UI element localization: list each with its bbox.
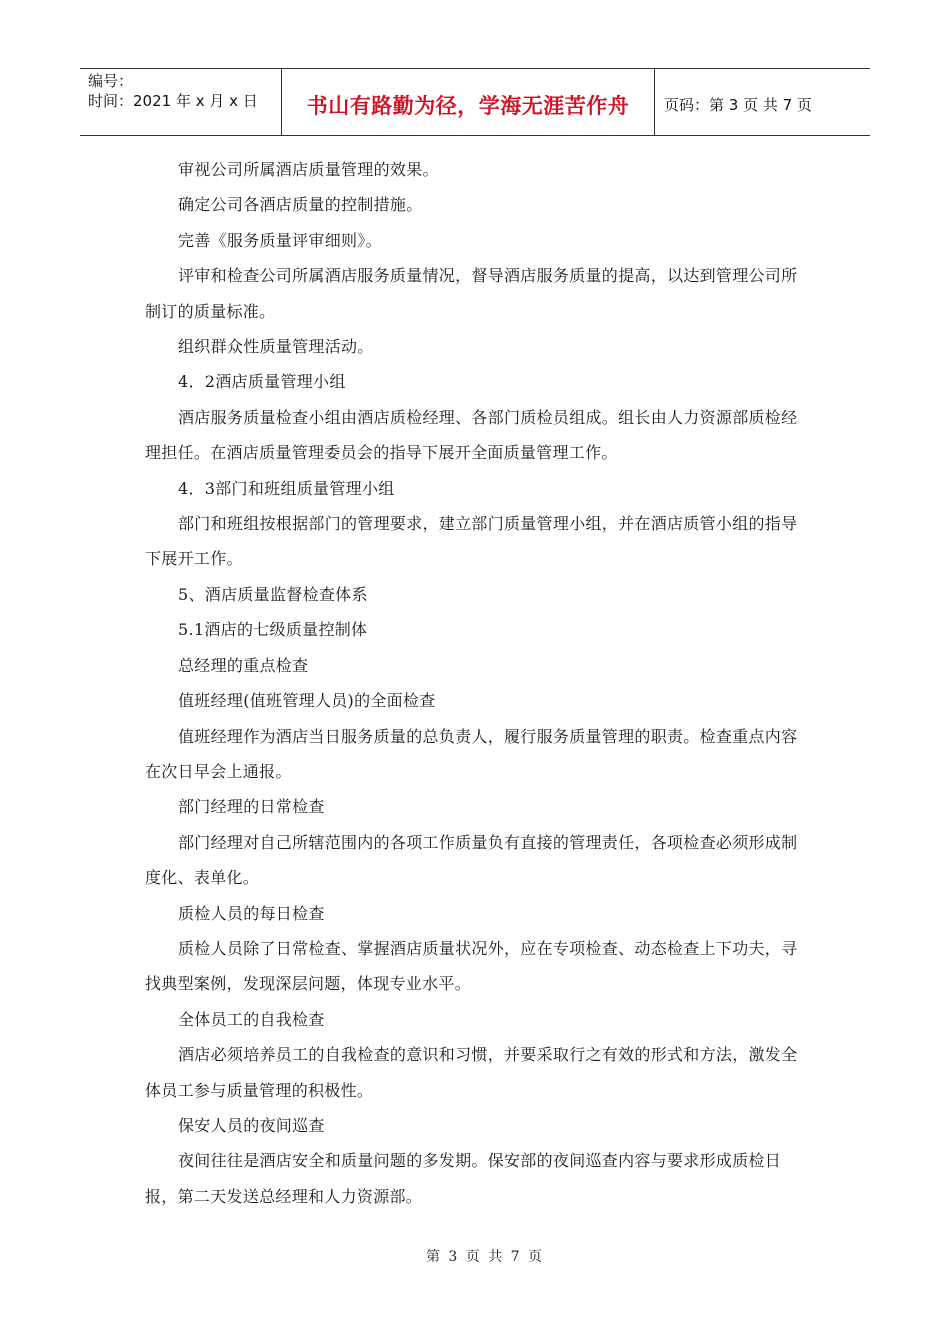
section-heading: 4．2酒店质量管理小组 — [178, 372, 346, 392]
subheading: 部门经理的日常检查 — [178, 797, 325, 817]
subheading: 值班经理(值班管理人员)的全面检查 — [178, 691, 436, 711]
paragraph: 部门经理对自己所辖范围内的各项工作质量负有直接的管理责任，各项检查必须形成制度化、表单化。 — [145, 832, 798, 888]
section-heading: 5、酒店质量监督检查体系 — [178, 584, 368, 604]
paragraph: 夜间往往是酒店安全和质量问题的多发期。保安部的夜间巡查内容与要求形成质检日报，第二天发送总经理和人力资源部。 — [145, 1151, 782, 1206]
document-body — [145, 152, 805, 1214]
section-heading: 5.1酒店的七级质量控制体 — [178, 620, 368, 640]
document-date: 时间：2021 年 x 月 x 日 — [88, 92, 258, 110]
paragraph: 组织群众性质量管理活动。 — [178, 337, 374, 357]
page-header — [80, 68, 870, 136]
paragraph: 评审和检查公司所属酒店服务质量情况，督导酒店服务质量的提高，以达到管理公司所制订的质量标准。 — [145, 266, 798, 321]
header-meta — [80, 69, 282, 135]
header-page-info: 页码：第 3 页 共 7 页 — [664, 95, 812, 114]
paragraph: 值班经理作为酒店当日服务质量的总负责人，履行服务质量管理的职责。检查重点内容在次日早会上通报。 — [145, 726, 798, 781]
paragraph: 审视公司所属酒店质量管理的效果。 — [178, 160, 439, 179]
paragraph: 部门和班组按根据部门的管理要求，建立部门质量管理小组，并在酒店质管小组的指导下展开工作。 — [145, 514, 798, 569]
paragraph: 酒店必须培养员工的自我检查的意识和习惯，并要采取行之有效的形式和方法，激发全体员工参与质量管理的积极性。 — [145, 1045, 798, 1100]
document-number-label: 编号： — [88, 72, 134, 90]
subheading: 保安人员的夜间巡查 — [178, 1115, 325, 1135]
subheading: 总经理的重点检查 — [178, 655, 309, 675]
subheading: 质检人员的每日检查 — [178, 903, 325, 923]
header-motto: 书山有路勤为径，学海无涯苦作舟 — [282, 69, 655, 135]
subheading: 全体员工的自我检查 — [178, 1009, 325, 1029]
section-heading: 4．3部门和班组质量管理小组 — [178, 478, 395, 498]
paragraph: 确定公司各酒店质量的控制措施。 — [178, 195, 423, 215]
page-footer: 第 3 页 共 7 页 — [425, 1249, 545, 1265]
paragraph: 质检人员除了日常检查、掌握酒店质量状况外，应在专项检查、动态检查上下功夫，寻找典型案例，发现深层问题，体现专业水平。 — [145, 938, 798, 994]
paragraph: 酒店服务质量检查小组由酒店质检经理、各部门质检员组成。组长由人力资源部质检经理担任。在酒店质量管理委员会的指导下展开全面质量管理工作。 — [145, 407, 798, 463]
paragraph: 完善《服务质量评审细则》。 — [178, 230, 382, 250]
